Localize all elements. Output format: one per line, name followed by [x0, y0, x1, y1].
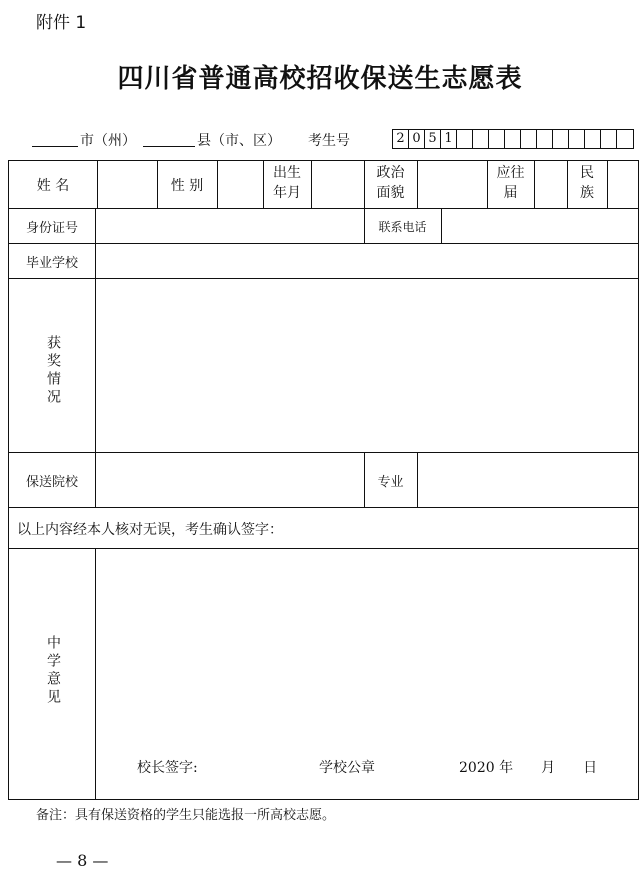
awards-input[interactable]: [96, 279, 638, 451]
graduate-label-line2: 届: [503, 185, 518, 201]
name-input[interactable]: [98, 161, 156, 207]
phone-input[interactable]: [442, 209, 638, 242]
gender-input[interactable]: [218, 161, 262, 207]
date-label: 2020 年 月 日: [459, 760, 598, 776]
city-blank[interactable]: [32, 132, 78, 147]
graduate-input[interactable]: [535, 161, 566, 207]
row-divider: [9, 507, 638, 508]
graduate-label-line1: 应往: [496, 165, 525, 181]
id-no-input[interactable]: [96, 209, 363, 242]
confirm-statement: 以上内容经本人核对无误，考生确认签字：: [17, 522, 283, 538]
phone-label: 联系电话: [378, 220, 427, 234]
awards-label: 获奖情况: [45, 335, 61, 407]
exam-no-digit: [569, 130, 585, 148]
birth-input[interactable]: [312, 161, 363, 207]
exam-no-digit: [457, 130, 473, 148]
exam-no-digit: [537, 130, 553, 148]
politics-label-line1: 政治: [376, 165, 405, 181]
school-seal-label: 学校公章: [319, 760, 375, 776]
application-form: [8, 160, 639, 800]
exam-no-digit: [505, 130, 521, 148]
exam-no-digit: [489, 130, 505, 148]
ethnic-label-line2: 族: [580, 185, 594, 201]
politics-input[interactable]: [418, 161, 486, 207]
exam-no-digit: [473, 130, 489, 148]
major-input[interactable]: [418, 453, 638, 506]
college-input[interactable]: [96, 453, 363, 506]
birth-label-line2: 年月: [273, 185, 301, 201]
graduate-label: [487, 163, 534, 203]
exam-no-digit: 5: [425, 130, 441, 148]
exam-no-digit: [585, 130, 601, 148]
exam-no-digit: 1: [441, 130, 457, 148]
opinion-label: 中学意见: [45, 635, 61, 707]
county-label: 县（市、区）: [197, 133, 281, 149]
county-blank[interactable]: [143, 132, 195, 147]
exam-no-digit: [521, 130, 537, 148]
exam-no-digit: [553, 130, 569, 148]
exam-no-digit: [617, 130, 633, 148]
principal-sign-label: 校长签字:: [137, 760, 198, 776]
attachment-label: 附件 1: [36, 13, 87, 33]
school-label: 毕业学校: [25, 256, 78, 271]
politics-label-line2: 面貌: [376, 185, 405, 201]
major-label: 专业: [377, 475, 404, 490]
exam-no-digit: 2: [393, 130, 409, 148]
birth-label: [263, 163, 311, 203]
footnote: 备注：具有保送资格的学生只能选报一所高校志愿。: [36, 808, 336, 823]
gender-label: 性 别: [170, 178, 204, 194]
birth-label-line1: 出生: [273, 165, 301, 181]
id-no-label: 身份证号: [25, 221, 78, 236]
exam-no-digit: [601, 130, 617, 148]
exam-no-boxes[interactable]: [392, 129, 634, 149]
ethnic-label: [567, 163, 607, 203]
politics-label: [364, 163, 417, 203]
ethnic-label-line1: 民: [580, 165, 594, 181]
city-label: 市（州）: [80, 133, 136, 149]
exam-no-label: 考生号: [308, 133, 350, 149]
page-title: 四川省普通高校招收保送生志愿表: [117, 64, 523, 94]
name-label: 姓 名: [36, 178, 70, 194]
ethnic-input[interactable]: [608, 161, 638, 207]
page-number: — 8 —: [56, 851, 109, 870]
exam-no-digit: 0: [409, 130, 425, 148]
school-input[interactable]: [96, 244, 638, 277]
college-label: 保送院校: [25, 475, 78, 490]
